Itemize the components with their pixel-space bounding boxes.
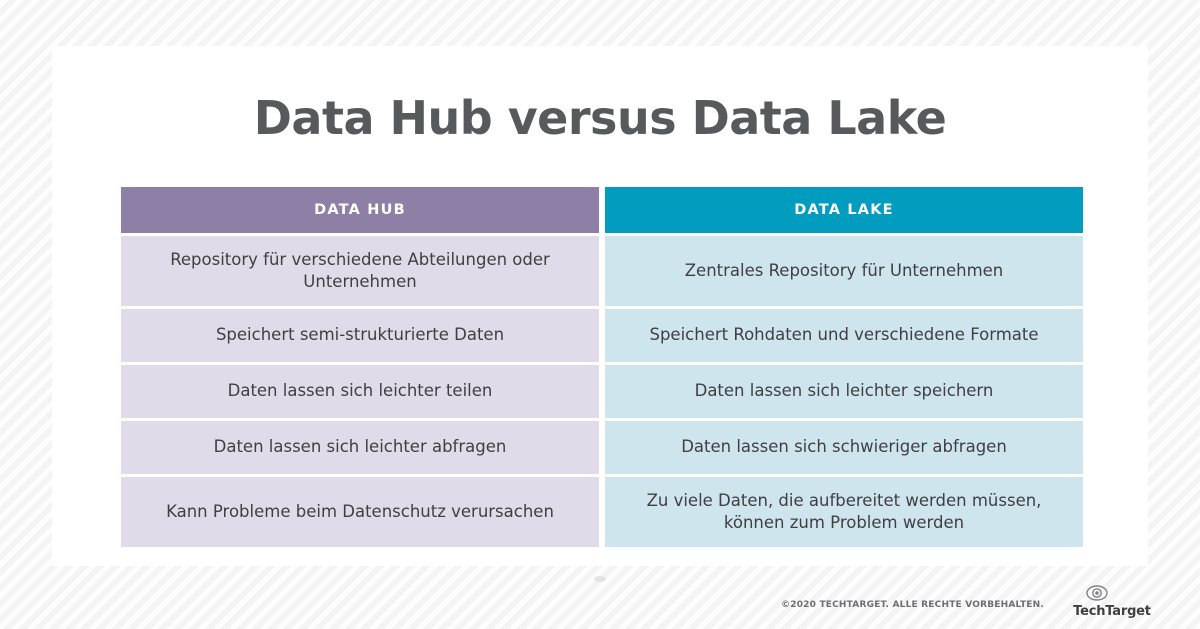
footer [0, 570, 1200, 629]
column-data-hub [121, 187, 599, 547]
copyright-text: ©2020 TECHTARGET. ALLE RECHTE VORBEHALTEN. [781, 600, 1044, 610]
table-cell: Kann Probleme beim Datenschutz verursachen [121, 477, 599, 547]
column-header-data-hub: DATA HUB [121, 187, 599, 233]
table-cell: Zentrales Repository für Unternehmen [605, 236, 1083, 306]
table-cell: Daten lassen sich leichter abfragen [121, 421, 599, 474]
table-cell: Daten lassen sich leichter teilen [121, 365, 599, 418]
table-cell: Zu viele Daten, die aufbereitet werden müssen, können zum Problem werden [605, 477, 1083, 547]
table-cell: Speichert semi-strukturierte Daten [121, 309, 599, 362]
column-header-data-lake: DATA LAKE [605, 187, 1083, 233]
content-card [52, 46, 1148, 566]
table-cell: Daten lassen sich leichter speichern [605, 365, 1083, 418]
comparison-table [121, 187, 1083, 547]
techtarget-logo [1062, 582, 1162, 620]
logo-text: TechTarget [1073, 604, 1151, 619]
table-cell: Speichert Rohdaten und verschiedene Formate [605, 309, 1083, 362]
table-cell: Repository für verschiedene Abteilungen oder Unternehmen [121, 236, 599, 306]
table-cell: Daten lassen sich schwieriger abfragen [605, 421, 1083, 474]
eye-icon [1086, 582, 1108, 604]
page-title: Data Hub versus Data Lake [253, 91, 947, 145]
column-data-lake [605, 187, 1083, 547]
